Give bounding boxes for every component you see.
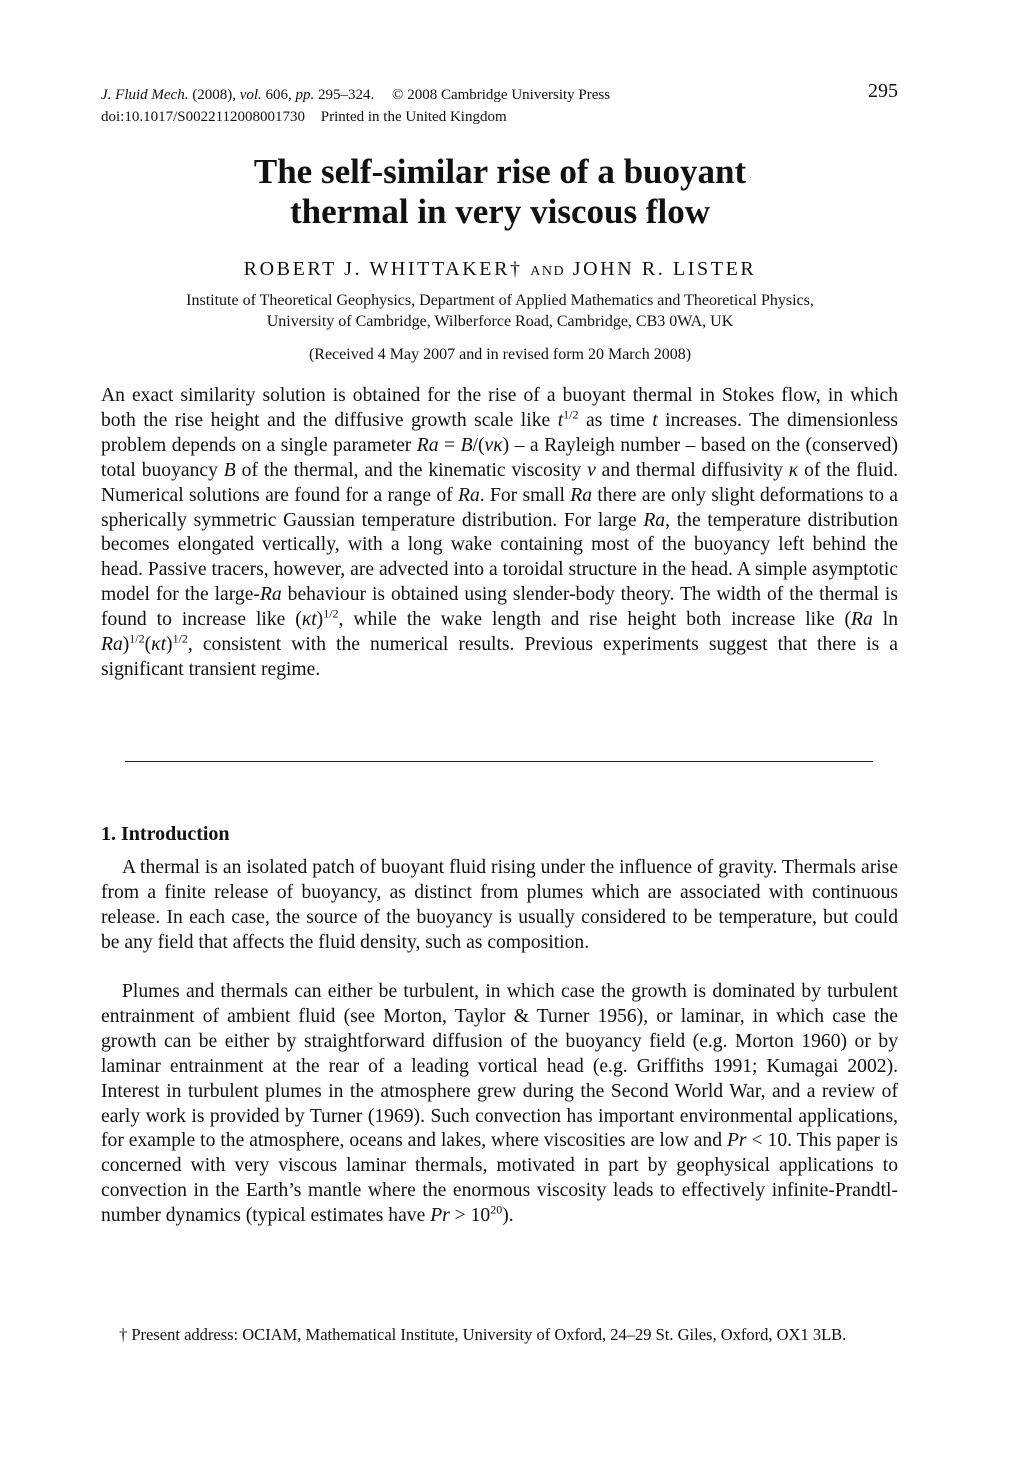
abstract: An exact similarity solution is obtained for the rise of a buoyant thermal in Stokes flow, in which both the rise height and the diffusive growth scale like $t^{1/2}$ as time t increases. The dimensionless problem depends on a single parameter Ra = B/(νκ) – a Rayleigh number – based on the (conserved) total buoyancy B of the thermal, and the kinematic viscosity ν and thermal diffusivity κ of the fluid. Numerical solutions are found for a range of Ra. For small Ra there are only slight deformations to a spherically symmetric Gaussian temperature distribution. For large Ra, the temperature distribution becomes elongated vertically, with a long wake containing most of the buoyancy left behind the head. Passive tracers, however, are advected into a toroidal structure in the head. A simple asymptotic model for the large-Ra behaviour is obtained using slender-body theory. The width of the thermal is found to increase like $(\kappa t)^{1/2}$, while the wake length and rise height both increase like (Ra $\ln Ra)^{1/2}(\kappa t)^{1/2}$, consistent with the numerical results. Previous experiments suggest that there is a significant transient regime. <box>101 385 899 680</box>
page-number: 295 <box>868 80 898 102</box>
title-line-1: The self-similar rise of a buoyant <box>253 152 747 191</box>
author-2: JOHN R. LISTER <box>572 258 757 280</box>
section-title: Introduction <box>121 823 230 845</box>
volume-number: 606, <box>265 87 292 103</box>
section-number: 1. <box>101 823 116 845</box>
doi-line <box>101 106 507 128</box>
intro-paragraph-1: A thermal is an isolated patch of buoyant fluid rising under the influence of gravity. Thermals arise from a finite release of buoyancy, as distinct from plumes which are associated with continuous release. In each case, the source of the buoyancy is usually considered to be temperature, but could be any field that affects the fluid density, such as composition. <box>101 857 898 953</box>
authors <box>0 258 1000 281</box>
doi: doi:10.1017/S0022112008001730 <box>101 109 306 125</box>
affiliation <box>0 290 1000 332</box>
volume-label: vol. <box>239 87 262 103</box>
page-range: 295–324. <box>318 87 375 103</box>
pages-label: pp. <box>295 87 315 103</box>
received-dates: (Received 4 May 2007 and in revised form 20 March 2008) <box>308 346 692 363</box>
printed-notice: Printed in the United Kingdom <box>320 109 507 125</box>
journal-year: (2008), <box>192 87 236 103</box>
title-line-2: thermal in very viscous flow <box>290 192 710 231</box>
journal-name: J. Fluid Mech. <box>101 87 189 103</box>
author-1: ROBERT J. WHITTAKER† <box>243 258 523 280</box>
footnote: † Present address: OCIAM, Mathematical Institute, University of Oxford, 24–29 St. Giles, Oxford, OX1 3LB. <box>119 1325 847 1344</box>
abstract-divider <box>125 761 873 762</box>
section-heading <box>101 823 230 846</box>
affiliation-line-2: University of Cambridge, Wilberforce Road, Cambridge, CB3 0WA, UK <box>266 313 734 330</box>
author-conjunction: AND <box>530 264 566 279</box>
copyright-notice: © 2008 Cambridge University Press <box>392 87 611 103</box>
paper-title <box>0 152 1000 232</box>
affiliation-line-1: Institute of Theoretical Geophysics, Department of Applied Mathematics and Theoretical Physics, <box>186 292 814 309</box>
journal-citation <box>101 84 610 106</box>
intro-paragraph-2: Plumes and thermals can either be turbulent, in which case the growth is dominated by turbulent entrainment of ambient fluid (see Morton, Taylor & Turner 1956), or laminar, in which case the growth can be either by straightforward diffusion of the buoyancy field (e.g. Morton 1960) or by laminar entrainment at the rear of a leading vortical head (e.g. Griffiths 1991; Kumagai 2002). Interest in turbulent plumes in the atmosphere grew during the Second World War, and a review of early work is provided by Turner (1969). Such convection has important environmental applications, for example to the atmosphere, oceans and lakes, where viscosities are low and Pr < 10. This paper is concerned with very viscous laminar thermals, motivated in part by geophysical applications to convection in the Earth’s mantle where the enormous viscosity leads to effectively infinite-Prandtl-number dynamics (typical estimates have $Pr > 10^{20}$). <box>101 981 898 1227</box>
